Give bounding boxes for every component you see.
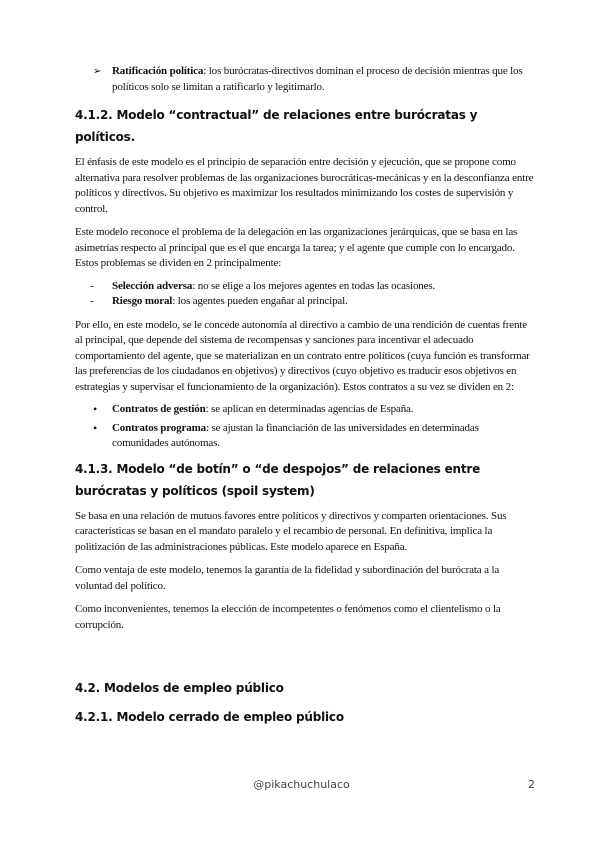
term-bold: Contratos programa: [112, 421, 206, 434]
term-text: : se aplican en determinadas agencias de España.: [205, 403, 414, 415]
page-content: [75, 64, 535, 728]
paragraph: Como ventaja de este modelo, tenemos la garantía de la fidelidad y subordinación del burócrata a la voluntad del político.: [75, 564, 500, 592]
dash-bullet: -: [90, 295, 94, 307]
contracts-bullet-list: [75, 402, 535, 452]
term-bold: Ratificación política: [112, 65, 204, 77]
term-text: : no se elige a los mejores agentes en todas las ocasiones.: [192, 279, 436, 292]
paragraph: Como inconvenientes, tenemos la elección de incompetentes o fenómenos como el clientelismo o la corrupción.: [75, 603, 501, 631]
list-item: [75, 421, 535, 452]
subsection-heading-closed-model: 4.2.1. Modelo cerrado de empleo público: [75, 710, 344, 724]
ratification-bullet-list: [75, 64, 535, 95]
list-item: [75, 279, 535, 295]
term-bold: Contratos de gestión: [112, 403, 206, 415]
section-heading-spoil-system: 4.1.3. Modelo “de botín” o “de despojos” de relaciones entre burócratas y políticos (spoil system): [75, 461, 481, 498]
problems-dash-list: [75, 279, 535, 310]
dot-bullet-icon: •: [93, 402, 98, 416]
list-item: [75, 64, 535, 95]
arrow-bullet-icon: ➢: [93, 66, 102, 77]
term-bold: Riesgo moral: [112, 295, 173, 307]
paragraph: El énfasis de este modelo es el principio de separación entre decisión y ejecución, que se propone como alternativa para resolver problemas de las organizaciones burocráticas-mecánicas y en la desconfianza entre políticos y directivos. Su objetivo es maximizar los resultados minimizando los costes de supervisión y control.: [75, 156, 534, 215]
term-text: : se ajustan la financiación de las universidades en determinadas comunidades autónomas.: [112, 421, 479, 449]
footer-handle: @pikachuchulaco: [253, 778, 350, 791]
paragraph: Por ello, en este modelo, se le concede autonomía al directivo a cambio de una rendición de cuentas frente al principal, que depende del sistema de recompensas y sanciones para incentivar el adecuado comportamiento del agente, que se materializan en un contrato entre políticos (cuya función es transformar las preferencias de los ciudadanos en objetivos) y directivos (cuyo objetivo es traducir esos objetivos en estrategias y supervisar el funcionamiento de la organización). Estos contratos a su vez se dividen en 2:: [75, 318, 530, 393]
list-item: [75, 402, 535, 418]
paragraph: Se basa en una relación de mutuos favores entre políticos y directivos y comparten orientaciones. Sus características se basan en el mandato paralelo y el recambio de personal. En definitiva, implica la politización de las administraciones públicas. Este modelo aparece en España.: [75, 509, 507, 553]
dash-bullet: -: [90, 279, 94, 292]
term-text: : los burócratas-directivos dominan el proceso de decisión mientras que los políticos solo se limitan a ratificarlo y legitimarlo.: [112, 65, 523, 93]
dot-bullet-icon: •: [93, 420, 98, 435]
section-heading-contractual: 4.1.2. Modelo “contractual” de relaciones entre burócratas y políticos.: [75, 108, 478, 144]
term-text: : los agentes pueden engañar al principal.: [172, 295, 348, 307]
list-item: [75, 294, 535, 310]
term-bold: Selección adversa: [112, 279, 193, 292]
section-heading-public-employment: 4.2. Modelos de empleo público: [75, 681, 284, 695]
page-number: 2: [528, 778, 535, 791]
paragraph: Este modelo reconoce el problema de la delegación en las organizaciones jerárquicas, que se basa en las asimetrías respecto al principal que es el que encarga la tarea; y el agente que cumple con lo encargado. Estos problemas se dividen en 2 principalmente:: [75, 226, 518, 269]
